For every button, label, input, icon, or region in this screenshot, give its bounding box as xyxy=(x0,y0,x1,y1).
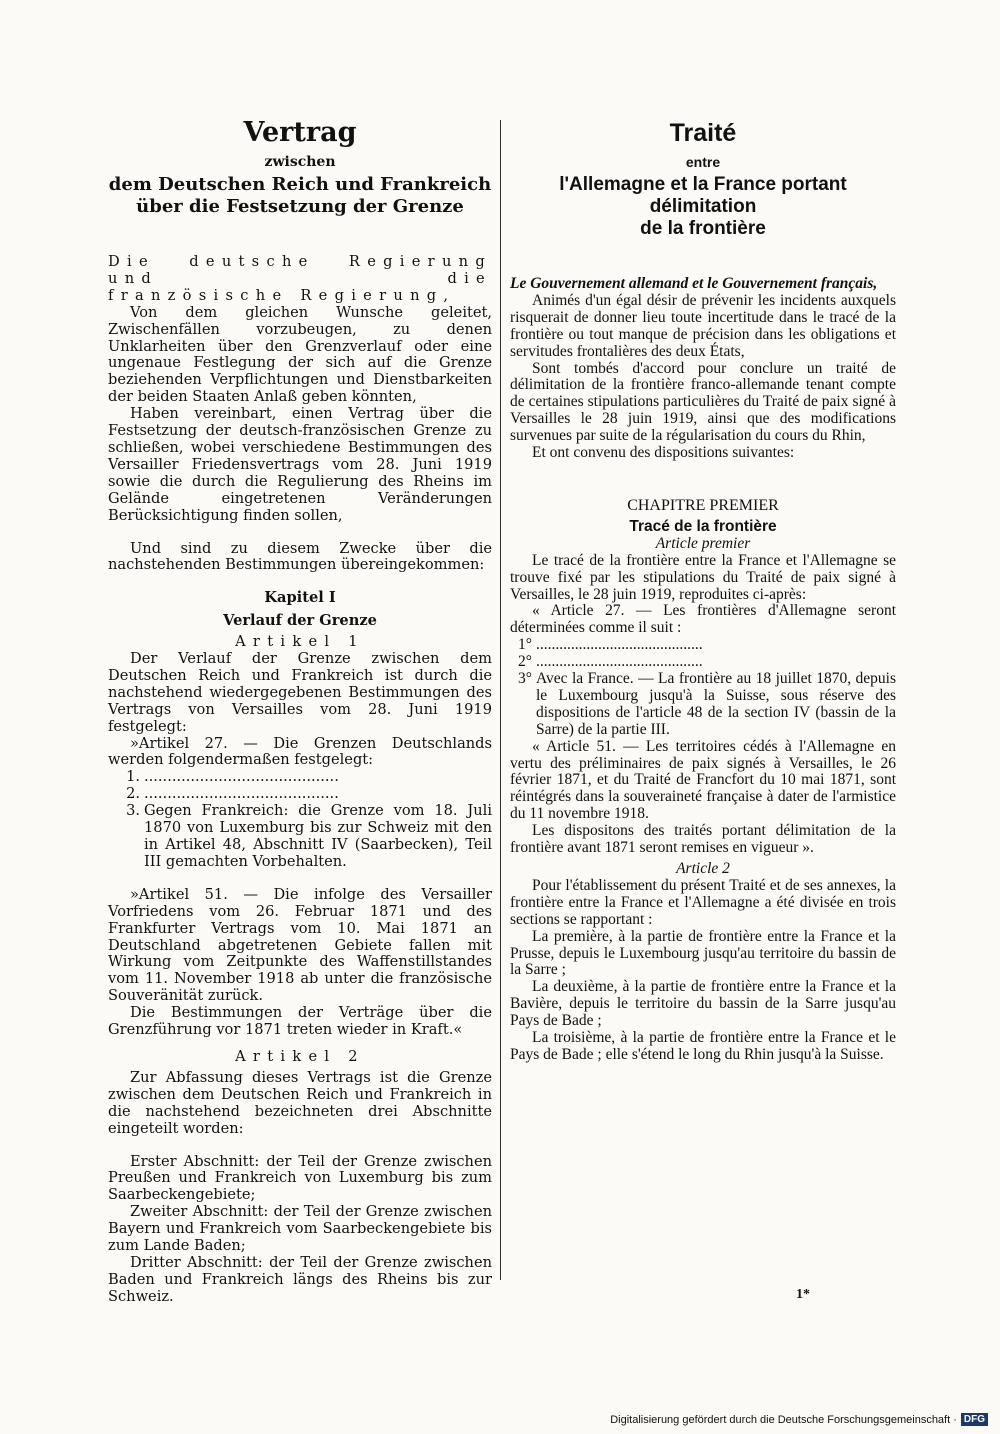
french-item-3-number: 3° xyxy=(518,670,532,688)
french-paragraph-3: Et ont convenu des dispositions suivantes: xyxy=(532,444,795,462)
french-section-3: La troisième, à la partie de frontière entre la France et le Pays de Bade ; elle s'étend le long du Rhin jusqu'à la Suisse. xyxy=(510,1029,896,1063)
german-item-1-number: 1. xyxy=(126,768,140,786)
german-list-item-1 xyxy=(108,769,492,786)
french-section-2: La deuxième, à la partie de frontière entre la France et la Bavière, depuis le territoire du bassin de la Sarre jusqu'au Pays de Bade ; xyxy=(510,978,896,1030)
french-article-51-b: Les dispositons des traités portant délimitation de la frontière avant 1871 seront remises en vigueur ». xyxy=(510,822,896,857)
page-number: 1* xyxy=(796,1287,810,1302)
german-paragraph-2: Haben vereinbart, einen Vertrag über die Festsetzung der deutsch-französischen Grenze zu schließen, wobei verschiedene Bestimmungen des Versailler Friedensvertrags vom 28. Juni 1919 sowie die durch die Regulierung des Rheins im Gelände eingetretenen Veränderungen Berücksichtigung finden sollen, xyxy=(108,405,492,524)
french-item-2-dots: ........................................... xyxy=(536,654,703,671)
french-list-item-1 xyxy=(510,637,896,654)
german-item-3-number: 3. xyxy=(126,802,140,820)
german-section-3: Dritter Abschnitt: der Teil der Grenze zwischen Baden und Frankreich längs des Rheins bis zur Schweiz. xyxy=(108,1253,492,1305)
german-chapter-title: Verlauf der Grenze xyxy=(223,612,377,630)
german-article-51-b: Die Bestimmungen der Verträge über die Grenzführung vor 1871 treten wieder in Kraft.« xyxy=(108,1004,492,1039)
french-parties: Le Gouvernement allemand et le Gouvernement français, xyxy=(510,275,878,292)
german-subtitle: zwischen xyxy=(264,154,336,170)
german-section-1: Erster Abschnitt: der Teil der Grenze zwischen Preußen und Frankreich von Luxemburg bis zum Saarbeckengebiete; xyxy=(108,1152,492,1204)
french-chapter-title: Tracé de la frontière xyxy=(629,517,777,535)
french-title: Traité xyxy=(669,119,737,147)
french-list-item-2 xyxy=(510,654,896,671)
french-article-2-heading: Article 2 xyxy=(676,860,730,877)
german-list-item-2 xyxy=(108,786,492,803)
french-subtitle: entre xyxy=(685,154,721,170)
german-section-2: Zweiter Abschnitt: der Teil der Grenze zwischen Bayern und Frankreich vom Saarbeckengebiete bis zum Lande Baden; xyxy=(108,1203,492,1255)
german-column xyxy=(108,118,492,1306)
german-chapter: Kapitel I xyxy=(264,589,336,607)
french-column xyxy=(510,118,896,1064)
french-article-1-heading: Article premier xyxy=(655,534,751,552)
german-article-2-heading: Artikel 2 xyxy=(235,1047,365,1065)
german-paragraph-1: Von dem gleichen Wunsche geleitet, Zwischenfällen vorzubeugen, zu denen Unklarheiten über den Grenzverlauf oder eine ungenaue Festlegung der sich auf die Grenze beziehenden Verpflichtungen und Dienstbarkeiten der beiden Staaten Anlaß geben könnten, xyxy=(108,303,492,406)
french-item-3-text: Avec la France. — La frontière au 18 juillet 1870, depuis le Luxembourg jusqu'à la Suisse, sous réserve des dispositions de l'article 48 de la section IV (bassin de la Sarre) de la partie III. xyxy=(536,671,896,738)
french-paragraph-2: Sont tombés d'accord pour conclure un traité de délimitation de la frontière franco-allemande tenant compte de certaines stipulations particulières du Traité de paix signé à Versailles le 28 juin 1919, ainsi que des modifications survenues par suite de la régularisation du cours du Rhin, xyxy=(510,359,896,445)
dfg-logo: DFG xyxy=(961,1413,988,1426)
german-item-2-dots: .......................................... xyxy=(144,786,339,803)
french-heading-line1: l'Allemagne et la France portant délimitation xyxy=(559,174,847,217)
french-item-1-number: 1° xyxy=(518,636,532,654)
footer-text: Digitalisierung gefördert durch die Deutsche Forschungsgemeinschaft · xyxy=(610,1413,957,1426)
french-item-1-dots: ........................................... xyxy=(536,637,703,654)
german-item-3-text: Gegen Frankreich: die Grenze vom 18. Juli 1870 von Luxemburg bis zur Schweiz mit den in Artikel 48, Abschnitt IV (Saarbecken), Teil III gemachten Vorbehalten. xyxy=(144,803,492,870)
german-list-item-3 xyxy=(108,803,492,871)
digitization-footer xyxy=(610,1413,988,1426)
german-article-27-intro: »Artikel 27. — Die Grenzen Deutschlands werden folgendermaßen festgelegt: xyxy=(108,734,492,769)
french-article-1-text: Le tracé de la frontière entre la France et l'Allemagne se trouve fixé par les stipulations du Traité de paix signé à Versailles, le 28 juin 1919, reproduites ci-après: xyxy=(510,551,896,603)
french-article-27-intro: « Article 27. — Les frontières d'Allemagne seront déterminées comme il suit : xyxy=(510,602,896,637)
german-article-2-text: Zur Abfassung dieses Vertrags ist die Grenze zwischen dem Deutschen Reich und Frankreich in die nachstehend bezeichneten drei Abschnitte eingeteilt worden: xyxy=(108,1068,492,1137)
french-chapter: CHAPITRE PREMIER xyxy=(627,496,779,514)
german-title: Vertrag xyxy=(243,117,357,148)
german-item-1-dots: .......................................... xyxy=(144,769,339,786)
german-paragraph-3: Und sind zu diesem Zwecke über die nachstehenden Bestimmungen übereingekommen: xyxy=(108,539,492,574)
french-article-51: « Article 51. — Les territoires cédés à l'Allemagne en vertu des préliminaires de paix signés à Versailles, le 26 février 1871, et du Traité de Francfort du 10 mai 1871, sont réintégrés dans la souveraineté française à dater de l'armistice du 11 novembre 1918. xyxy=(510,737,896,823)
french-section-1: La première, à la partie de frontière entre la France et la Prusse, depuis le Luxembourg jusqu'au territoire du bassin de la Sarre ; xyxy=(510,927,896,979)
column-divider xyxy=(500,120,501,1280)
german-item-2-number: 2. xyxy=(126,785,140,803)
french-item-2-number: 2° xyxy=(518,653,532,671)
german-heading-line2: über die Festsetzung der Grenze xyxy=(136,196,464,217)
german-heading-line1: dem Deutschen Reich und Frankreich xyxy=(108,174,492,195)
french-article-2-text: Pour l'établissement du présent Traité et de ses annexes, la frontière entre la France et l'Allemagne a été divisée en trois sections se rapportant : xyxy=(510,876,896,928)
german-article-1-text: Der Verlauf der Grenze zwischen dem Deutschen Reich und Frankreich ist durch die nachstehend wiedergegebenen Bestimmungen des Vertrags von Versailles vom 28. Juni 1919 festgelegt: xyxy=(108,650,492,735)
german-article-51: »Artikel 51. — Die infolge des Versailler Vorfriedens vom 26. Februar 1871 und des Frankfurter Vertrags vom 10. Mai 1871 an Deutschland abgetretenen Gebiete fallen mit Wirkung vom Zeitpunkte des Waffenstillstandes vom 11. November 1918 ab unter die französische Souveränität zurück. xyxy=(108,885,492,1005)
french-list-item-3 xyxy=(510,671,896,739)
french-paragraph-1: Animés d'un égal désir de prévenir les incidents auxquels risquerait de donner lieu toute incertitude dans le tracé de la frontière ou tout manque de précision dans les obligations et servitudes frontalières des deux États, xyxy=(510,291,896,360)
german-parties-line2: französische Regierung, xyxy=(108,286,456,304)
german-article-1-heading: Artikel 1 xyxy=(235,633,365,651)
german-parties-line1: Die deutsche Regierung und die xyxy=(108,253,492,287)
french-heading-line2: de la frontière xyxy=(640,218,766,239)
